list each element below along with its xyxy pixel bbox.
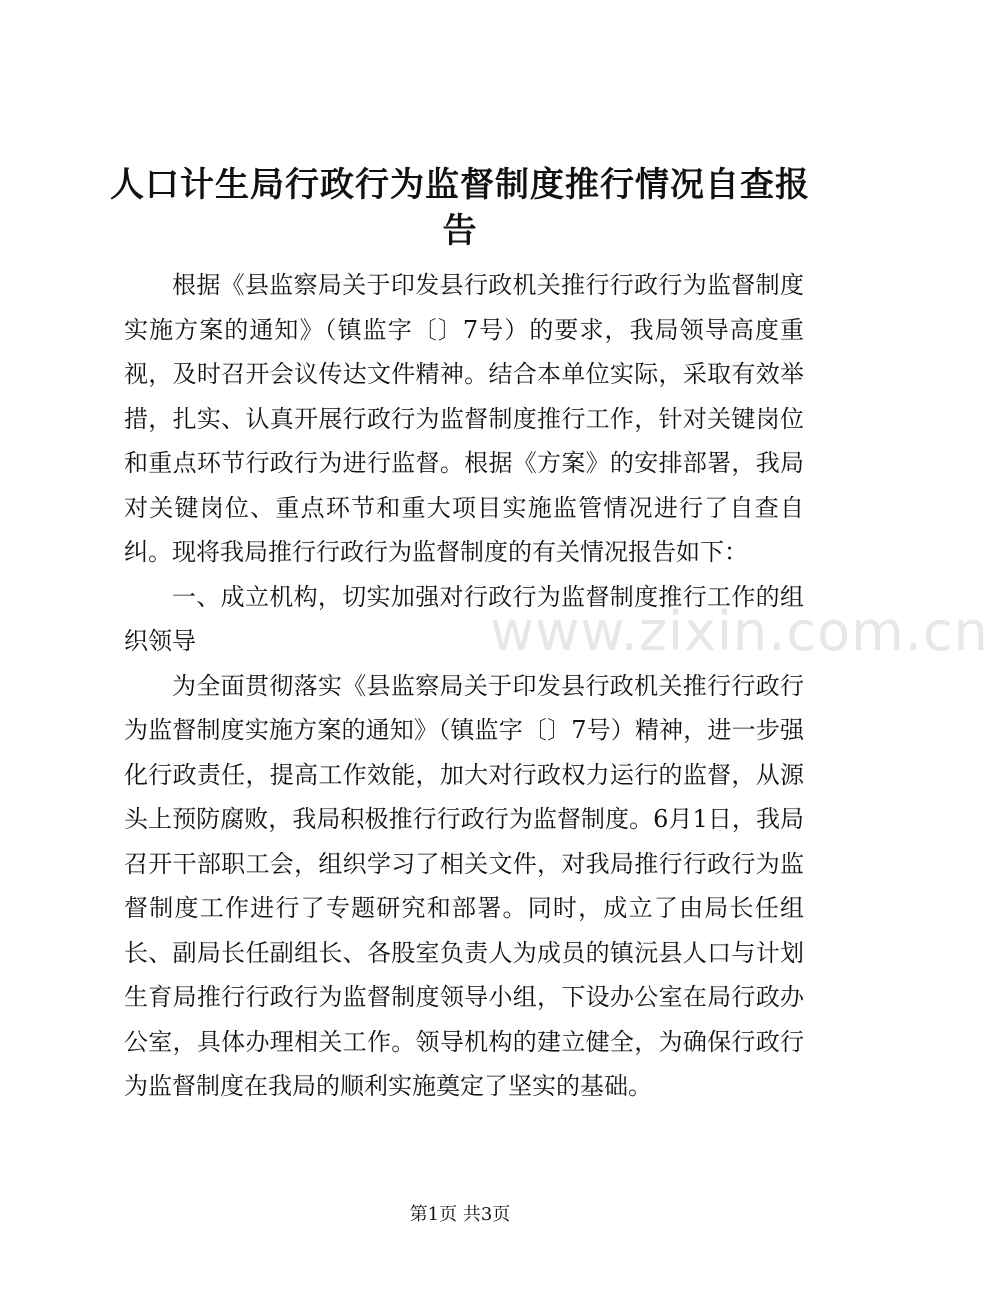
section-heading-1: 一、成立机构，切实加强对行政行为监督制度推行工作的组织领导: [124, 582, 804, 655]
paragraph-intro: 根据《县监察局关于印发县行政机关推行行政行为监督制度实施方案的通知》（镇监字〔〕7号）的要求，我局领导高度重视，及时召开会议传达文件精神。结合本单位实际，采取有效举措，扎实、认真开展行政行为监督制度推行工作，针对关键岗位和重点环节行政行为进行监督。根据《方案》的安排部署，我局对关键岗位、重点环节和重大项目实施监管情况进行了自查自纠。现将我局推行行政行为监督制度的有关情况报告如下：: [124, 271, 804, 566]
paragraph-section-1: 为全面贯彻落实《县监察局关于印发县行政机关推行行政行为监督制度实施方案的通知》（镇监字〔〕7号）精神，进一步强化行政责任，提高工作效能，加大对行政权力运行的监督，从源头上预防腐败，我局积极推行行政行为监督制度。6月1日，我局召开干部职工会，组织学习了相关文件，对我局推行行政行为监督制度工作进行了专题研究和部署。同时，成立了由局长任组长、副局长任副组长、各股室负责人为成员的镇沅县人口与计划生育局推行行政行为监督制度领导小组，下设办公室在局行政办公室，具体办理相关工作。领导机构的建立健全，为确保行政行为监督制度在我局的顺利实施奠定了坚实的基础。: [124, 671, 804, 1100]
page-footer: 第1页 共3页: [409, 1204, 511, 1225]
document-title: 人口计生局行政行为监督制度推行情况自查报告: [110, 165, 810, 251]
watermark: www.zixin.com.cn: [490, 600, 989, 663]
document-body: [124, 263, 804, 1109]
